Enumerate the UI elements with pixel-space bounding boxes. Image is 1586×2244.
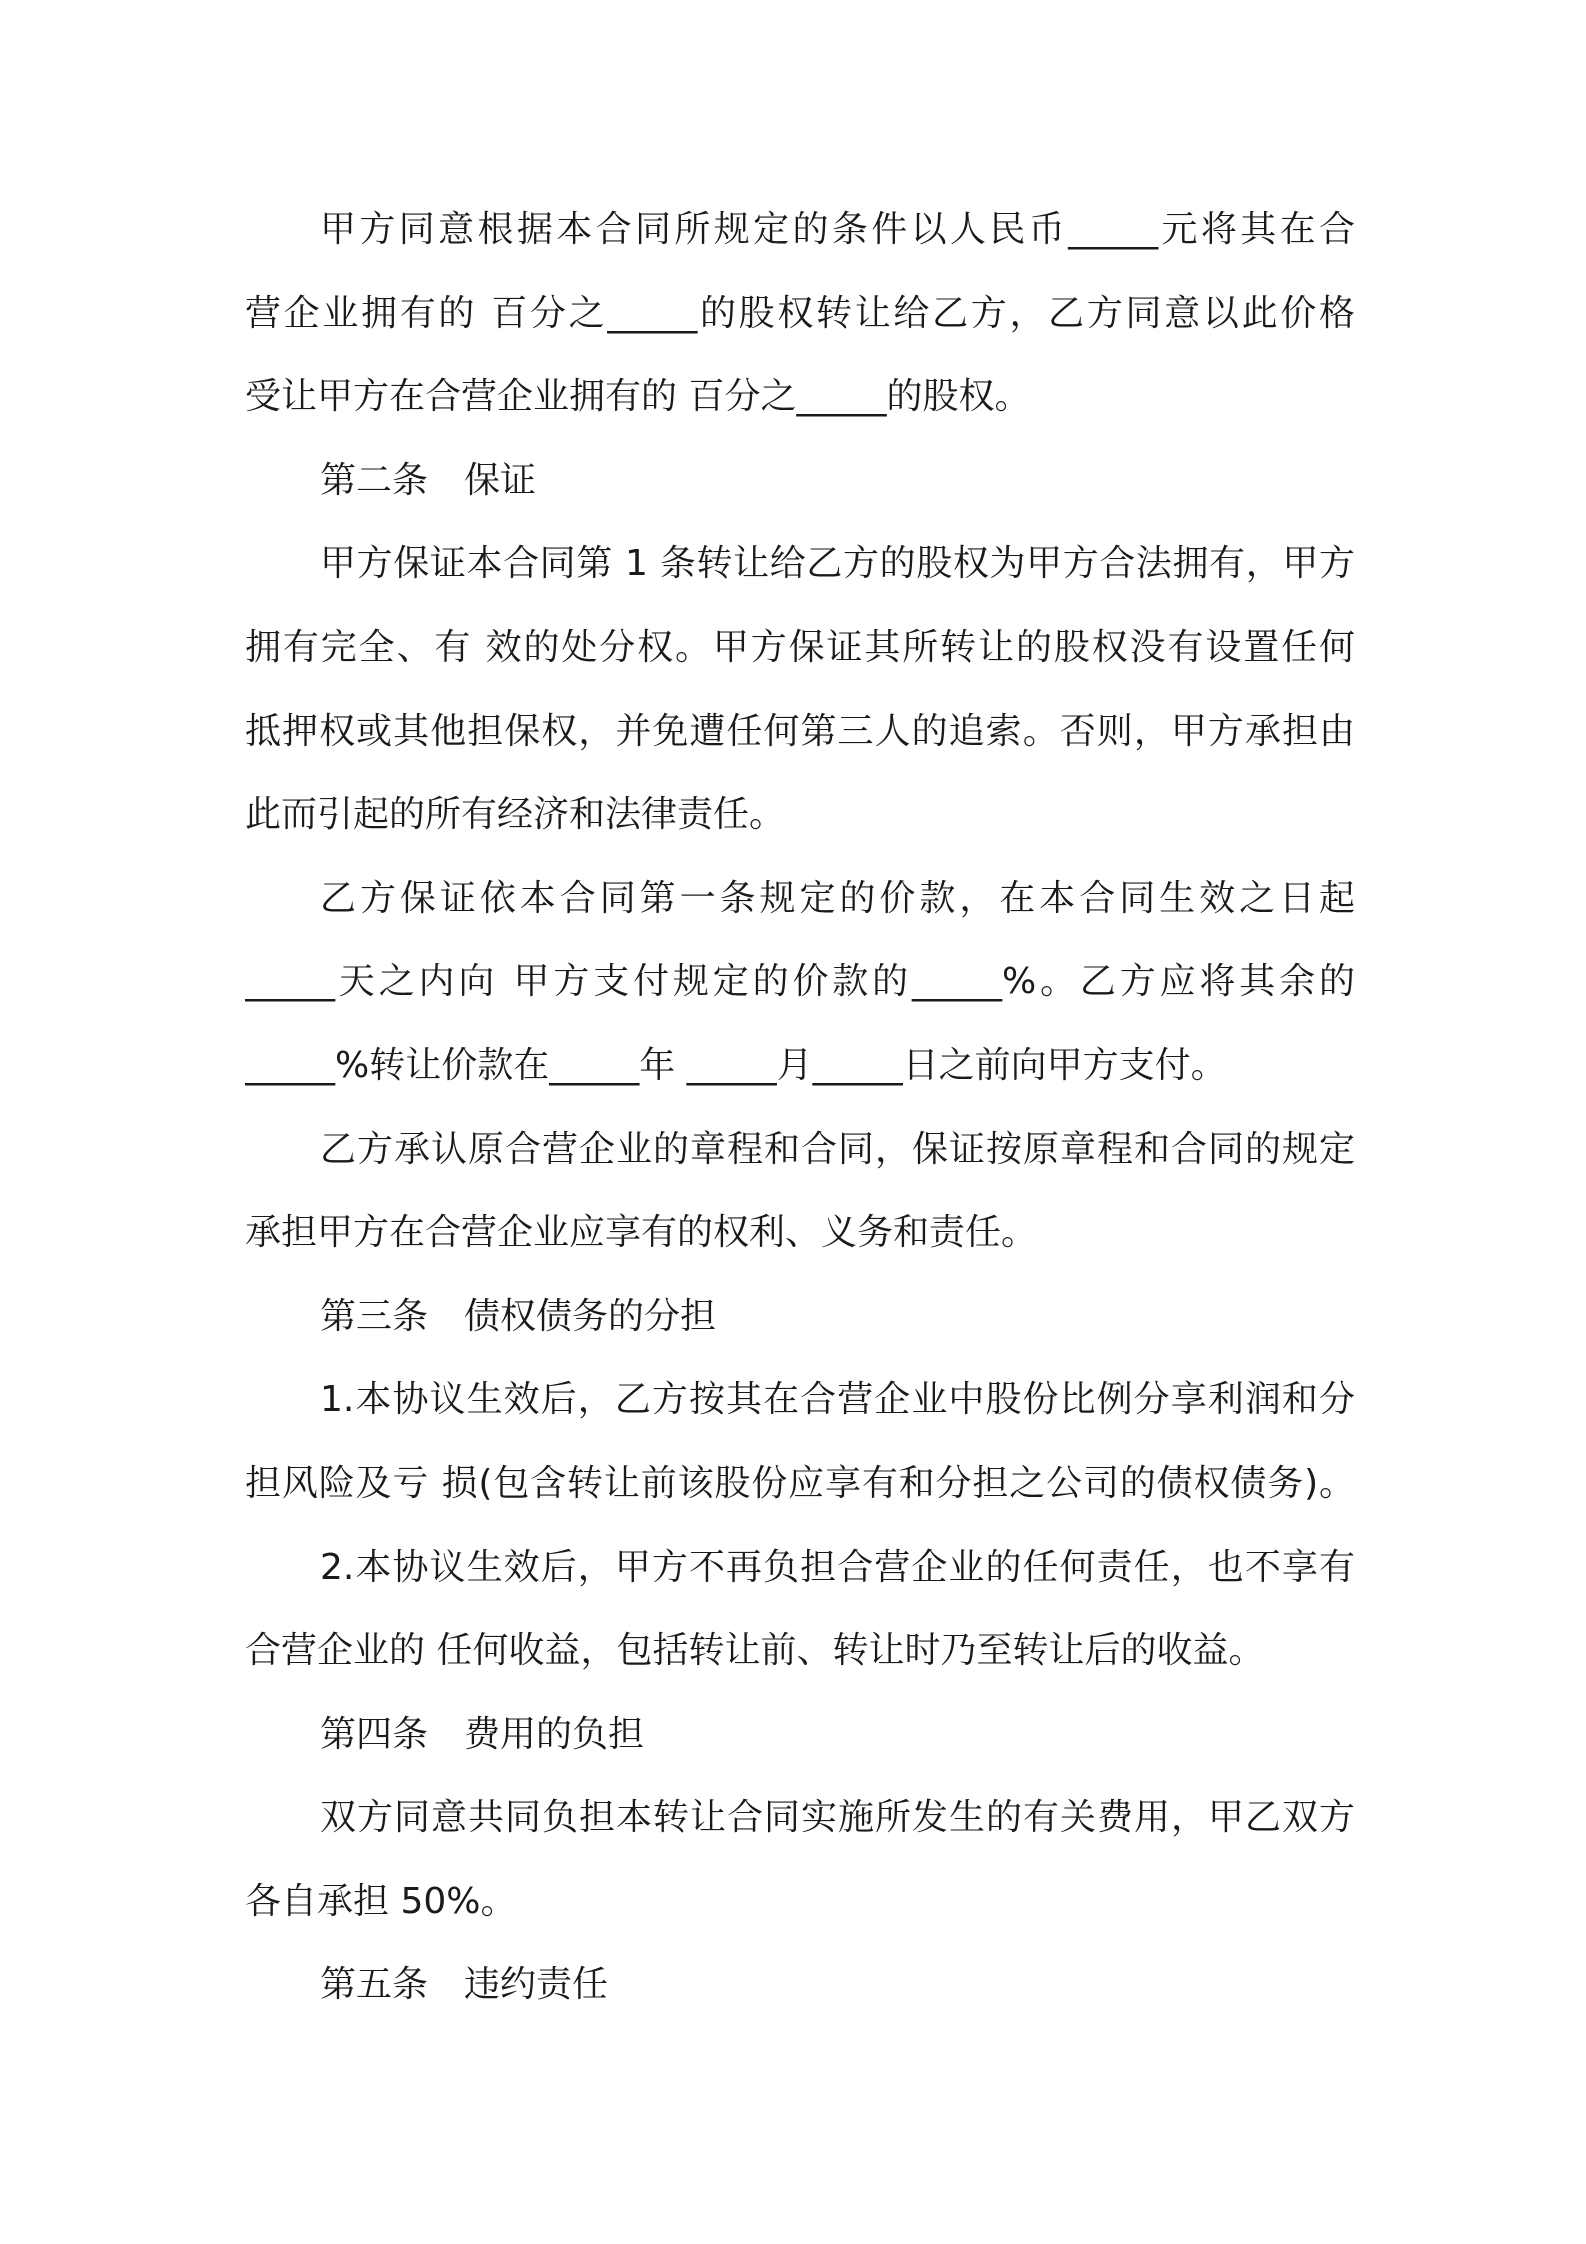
text-line: 甲方同意根据本合同所规定的条件以人民币_____元将其在合 — [320, 209, 1355, 250]
text-line: 各自承担 50%。 — [245, 1880, 517, 1922]
text-line: 拥有完全、有 效的处分权。甲方保证其所转让的股权没有设置任何 — [245, 626, 1355, 668]
text-line: 营企业拥有的 百分之_____的股权转让给乙方，乙方同意以此价格 — [245, 292, 1355, 334]
text-line: 1.本协议生效后，乙方按其在合营企业中股份比例分享利润和分 — [320, 1379, 1355, 1421]
article-heading — [245, 1275, 1355, 1359]
text-line: 乙方保证依本合同第一条规定的价款，在本合同生效之日起 — [320, 877, 1355, 919]
text-line: 担风险及亏 损(包含转让前该股份应享有和分担之公司的债权债务)。 — [245, 1462, 1355, 1504]
heading-line: 第四条 费用的负担 — [320, 1713, 645, 1755]
paragraph — [245, 1108, 1355, 1275]
paragraph — [245, 1526, 1355, 1693]
article-heading — [245, 1943, 1355, 2027]
text-line: _____%转让价款在_____年 _____月_____日之前向甲方支付。 — [245, 1044, 1227, 1086]
heading-line: 第五条 违约责任 — [320, 1964, 609, 2006]
heading-line: 第二条 保证 — [320, 459, 537, 501]
text-line: 甲方保证本合同第 1 条转让给乙方的股权为甲方合法拥有，甲方 — [320, 543, 1355, 585]
text-line: 此而引起的所有经济和法律责任。 — [245, 794, 786, 836]
text-line: 承担甲方在合营企业应享有的权利、义务和责任。 — [245, 1212, 1038, 1254]
paragraph — [245, 1776, 1355, 1943]
text-line: 合营企业的 任何收益，包括转让前、转让时乃至转让后的收益。 — [245, 1630, 1265, 1672]
article-heading — [245, 439, 1355, 523]
text-line: 受让甲方在合营企业拥有的 百分之_____的股权。 — [245, 376, 1031, 418]
text-line: 双方同意共同负担本转让合同实施所发生的有关费用，甲乙双方 — [320, 1797, 1355, 1839]
paragraph — [245, 188, 1355, 439]
text-line: 抵押权或其他担保权，并免遭任何第三人的追索。否则，甲方承担由 — [245, 710, 1355, 752]
text-line: 乙方承认原合营企业的章程和合同，保证按原章程和合同的规定 — [320, 1128, 1355, 1170]
article-heading — [245, 1693, 1355, 1777]
heading-line: 第三条 债权债务的分担 — [320, 1295, 717, 1337]
document-body — [245, 188, 1355, 2027]
text-line: 2.本协议生效后，甲方不再负担合营企业的任何责任，也不享有 — [320, 1546, 1355, 1588]
paragraph — [245, 1358, 1355, 1525]
paragraph — [245, 857, 1355, 1108]
text-line: _____天之内向 甲方支付规定的价款的_____%。乙方应将其余的 — [245, 961, 1355, 1003]
paragraph — [245, 522, 1355, 856]
